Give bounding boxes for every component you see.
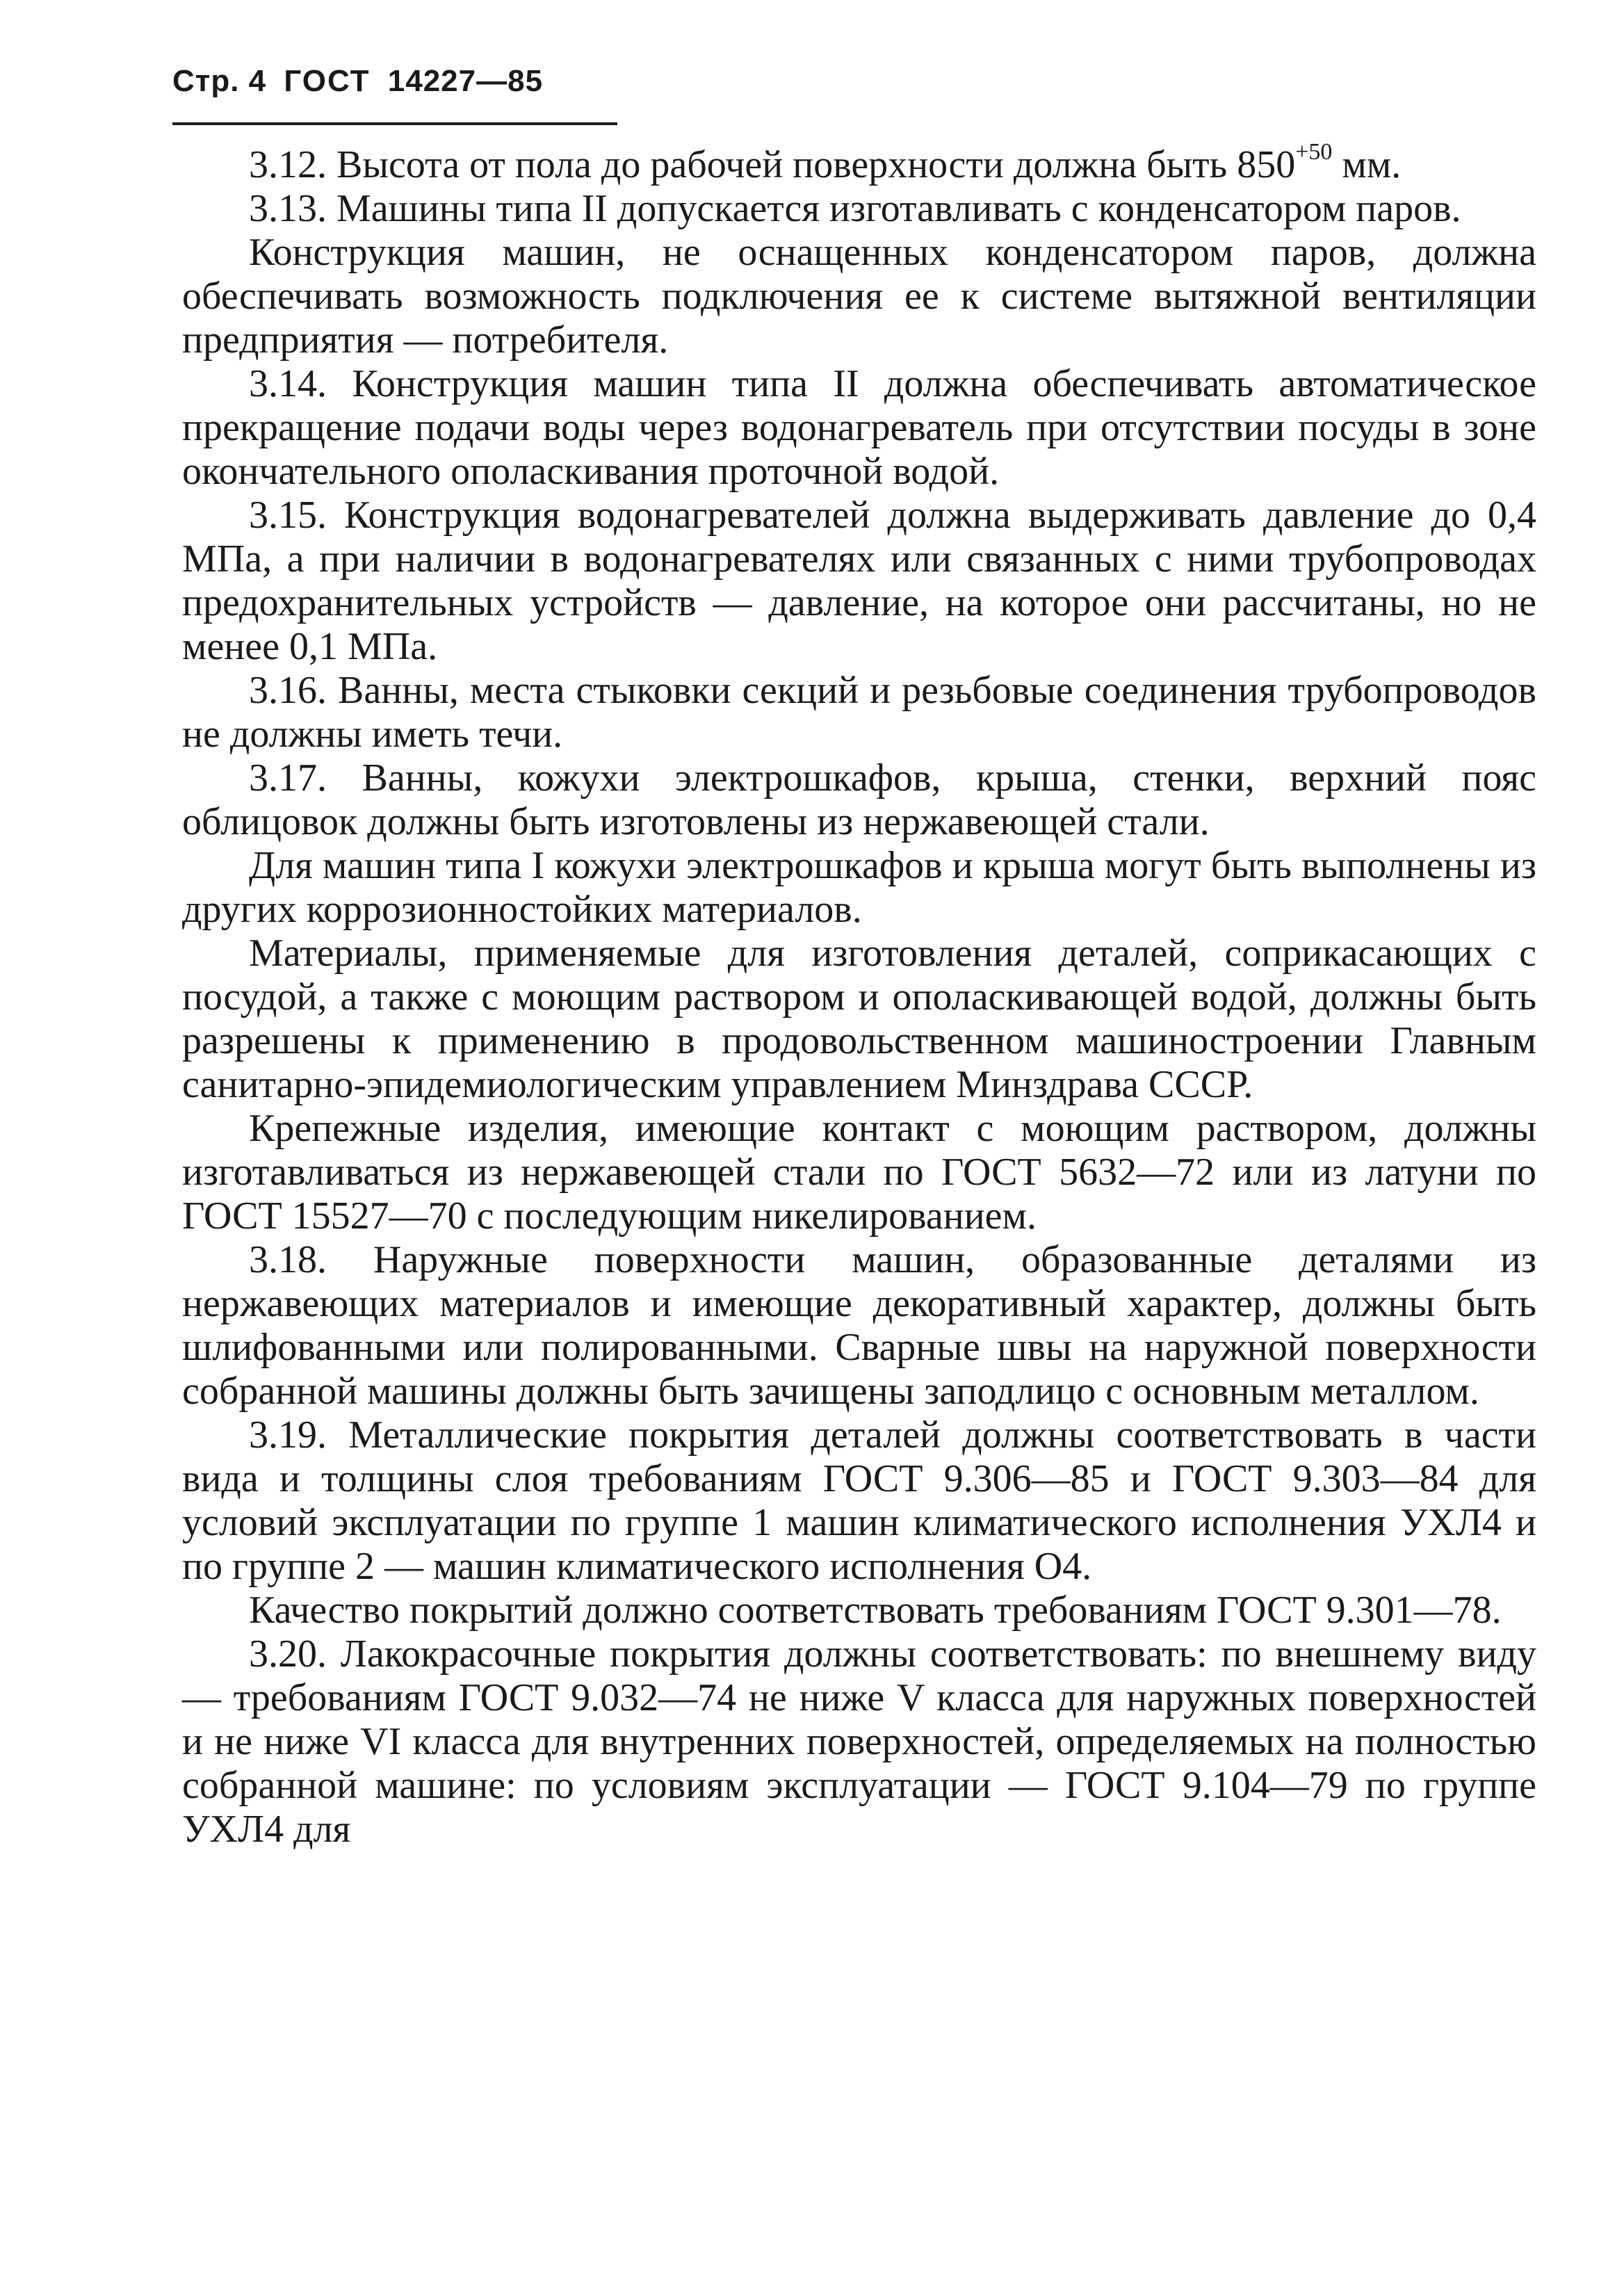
paragraph-3-13: 3.13. Машины типа II допускается изготавливать с конденсатором паров. — [249, 187, 1461, 230]
standard-number: 14227—85 — [387, 64, 544, 98]
paragraph-3-20: 3.20. Лакокрасочные покрытия должны соответствовать: по внешнему виду — требованиям ГОСТ 9.032—74 не ниже V класса для наружных поверхностей и не ниже VI класса для внутренних поверхностей, определяемых на полностью собранной машине: по условиям эксплуатации — ГОСТ 9.104—79 по группе УХЛ4 для — [182, 1632, 1536, 1851]
paragraph-3-17: 3.17. Ванны, кожухи электрошкафов, крыша, стенки, верхний пояс облицовок должны быть изготовлены из нержавеющей стали. — [182, 756, 1536, 843]
paragraph-3-14: 3.14. Конструкция машин типа II должна обеспечивать автоматическое прекращение подачи воды через водонагреватель при отсутствии посуды в зоне окончательного ополаскивания проточной водой. — [182, 362, 1536, 493]
body-text — [182, 139, 1536, 1851]
superscript-tolerance: +50 — [1295, 139, 1333, 165]
paragraph-3-13-design: Конструкция машин, не оснащенных конденсатором паров, должна обеспечивать возможность подключения ее к системе вытяжной вентиляции предприятия — потребителя. — [182, 231, 1536, 362]
paragraph-3-17-fasteners: Крепежные изделия, имеющие контакт с моющим раствором, должны изготавливаться из нержавеющей стали по ГОСТ 5632—72 или из латуни по ГОСТ 15527—70 с последующим никелированием. — [182, 1107, 1536, 1238]
page-number: Стр. 4 — [172, 64, 267, 98]
paragraph-3-15: 3.15. Конструкция водонагревателей должна выдерживать давление до 0,4 МПа, а при наличии в водонагревателях или связанных с ними трубопроводах предохранительных устройств — давление, на которое они рассчитаны, но не менее 0,1 МПа. — [182, 494, 1536, 668]
header-rule — [172, 122, 617, 125]
paragraph-3-19: 3.19. Металлические покрытия деталей должны соответствовать в части вида и толщины слоя требованиям ГОСТ 9.306—85 и ГОСТ 9.303—84 для условий эксплуатации по группе 1 машин климатического исполнения УХЛ4 и по группе 2 — машин климатического исполнения О4. — [182, 1413, 1536, 1588]
paragraph-3-16: 3.16. Ванны, места стыковки секций и резьбовые соединения трубопроводов не должны иметь течи. — [182, 669, 1536, 756]
page-header — [172, 64, 617, 99]
paragraph-3-12: 3.12. Высота от пола до рабочей поверхности должна быть $850^{+50}$ мм. — [249, 139, 1402, 186]
paragraph-3-17-type-i: Для машин типа I кожухи электрошкафов и крыша могут быть выполнены из других коррозионностойких материалов. — [182, 844, 1536, 931]
standard-label: ГОСТ — [284, 64, 371, 98]
paragraph-3-18: 3.18. Наружные поверхности машин, образованные деталями из нержавеющих материалов и имеющие декоративный характер, должны быть шлифованными или полированными. Сварные швы на наружной поверхности собранной машины должны быть зачищены заподлицо с основным металлом. — [182, 1238, 1536, 1413]
paragraph-3-17-materials: Материалы, применяемые для изготовления деталей, соприкасающих с посудой, а также с моющим раствором и ополаскивающей водой, должны быть разрешены к применению в продовольственном машиностроении Главным санитарно-эпидемиологическим управлением Минздрава СССР. — [182, 932, 1536, 1106]
paragraph-3-19-quality: Качество покрытий должно соответствовать требованиям ГОСТ 9.301—78. — [249, 1589, 1502, 1632]
